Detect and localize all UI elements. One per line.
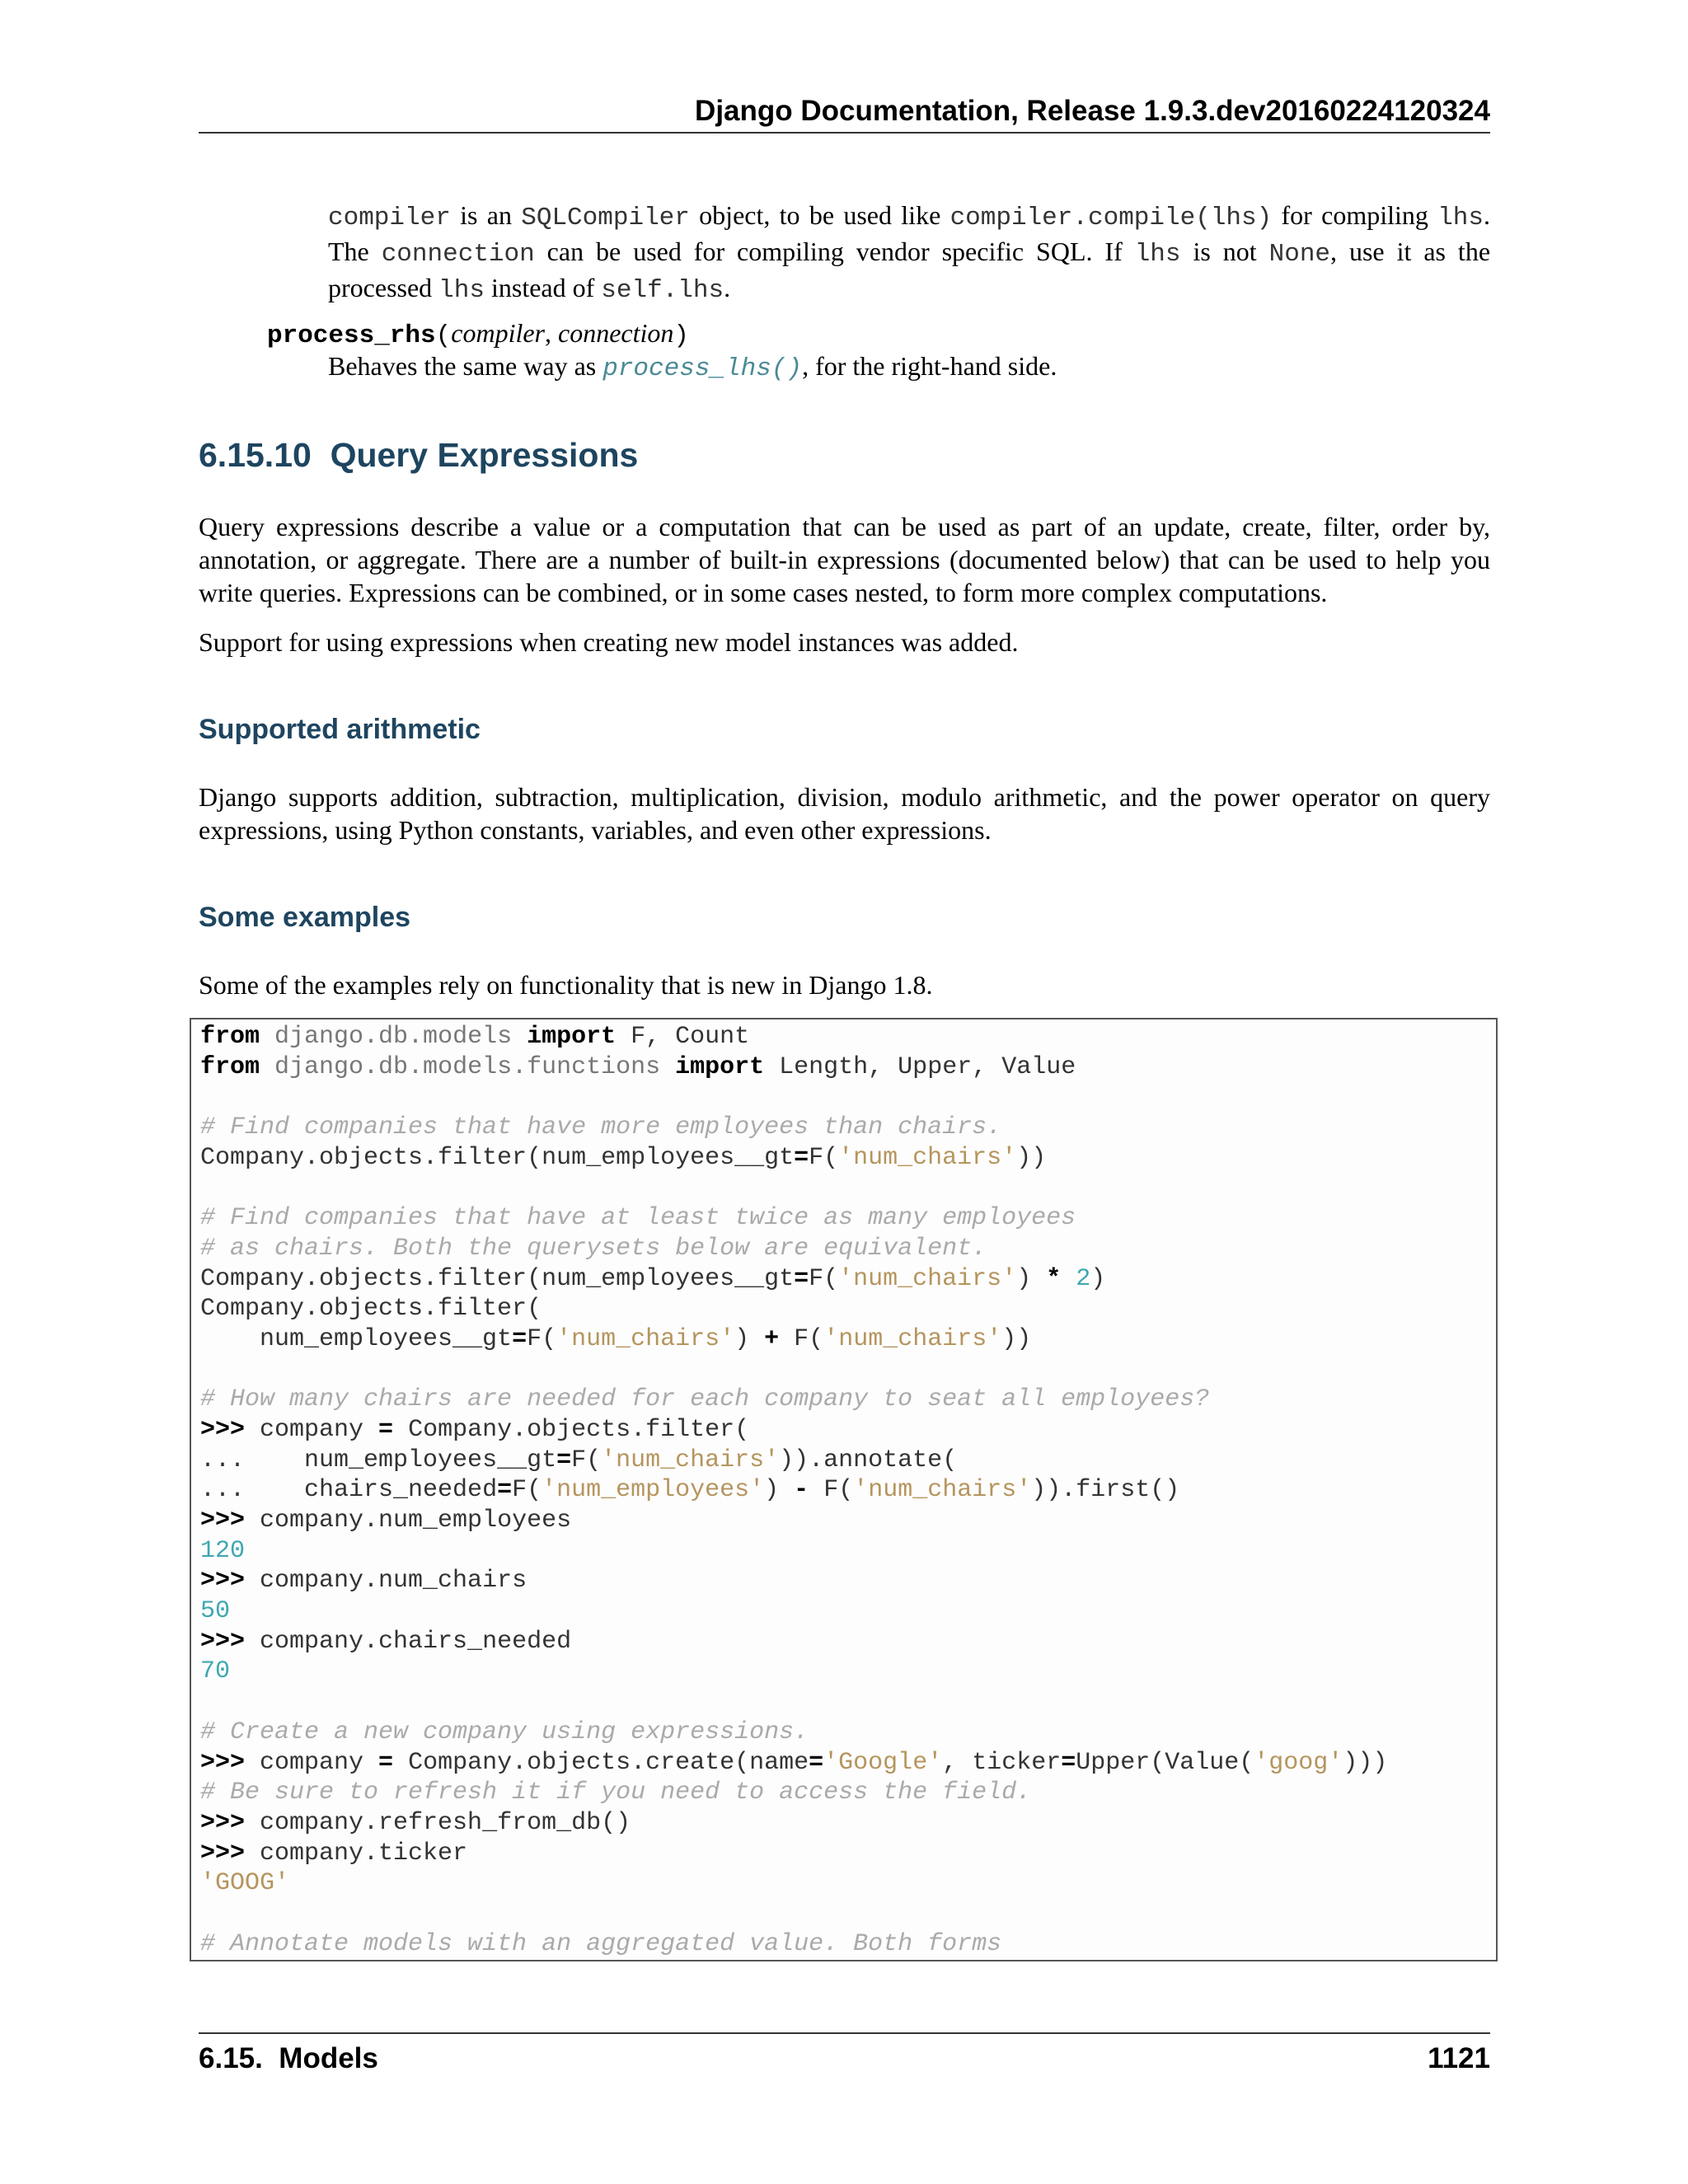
footer-rule <box>199 2032 1490 2034</box>
section-heading: 6.15.10 Query Expressions <box>199 436 639 474</box>
code-comment: # Find companies that have at least twice as many employees <box>200 1204 1076 1233</box>
code-comment: # Annotate models with an aggregated value. Both forms <box>200 1929 1002 1958</box>
compiler-description: compiler is an SQLCompiler object, to be used like compiler.compile(lhs) for compiling lhs. The connection can be used for compiling vendor specific SQL. If lhs is not None, use it as the processed lhs instead of self.lhs. <box>328 200 1491 305</box>
code-line: >>> company = Company.objects.create(name='Google', ticker=Upper(Value('goog'))) <box>200 1748 1388 1777</box>
code-lines <box>200 1022 1387 1959</box>
code-output: 70 <box>200 1657 231 1686</box>
supported-arithmetic-text: Django supports addition, subtraction, multiplication, division, modulo arithmetic, and the power operator on query expressions, using Python constants, variables, and even other expressions. <box>199 782 1490 845</box>
code-line <box>200 1082 1387 1113</box>
code-output: 50 <box>200 1597 231 1626</box>
code-line: >>> company.chairs_needed <box>200 1627 572 1656</box>
code-line <box>200 1173 1387 1203</box>
code-line: ... chairs_needed=F('num_employees') - F('num_chairs')).first() <box>200 1476 1180 1505</box>
code-line: from django.db.models import F, Count <box>200 1023 750 1051</box>
code-output: 120 <box>200 1536 246 1565</box>
code-line: from django.db.models.functions import Length, Upper, Value <box>200 1052 1076 1081</box>
code-line: ... num_employees__gt=F('num_chairs')).annotate( <box>200 1446 958 1474</box>
code-line: num_employees__gt=F('num_chairs') + F('num_chairs')) <box>200 1324 1032 1353</box>
code-line <box>200 1899 1387 1929</box>
code-output: 'GOOG' <box>200 1869 290 1898</box>
running-header: Django Documentation, Release 1.9.3.dev20160224120324 <box>199 92 1490 134</box>
some-examples-text: Some of the examples rely on functionality that is new in Django 1.8. <box>199 970 933 1000</box>
process-rhs-signature: process_rhs(compiler, connection) <box>267 318 689 350</box>
code-line: Company.objects.filter(num_employees__gt=F('num_chairs') * 2) <box>200 1264 1106 1293</box>
code-line: Company.objects.filter( <box>200 1295 542 1324</box>
code-line <box>200 1687 1387 1718</box>
code-line: >>> company.num_chairs <box>200 1567 528 1596</box>
supported-arithmetic-heading: Supported arithmetic <box>199 714 481 745</box>
code-line: >>> company.refresh_from_db() <box>200 1808 631 1837</box>
code-line: >>> company.ticker <box>200 1839 468 1868</box>
code-line <box>200 1355 1387 1385</box>
support-note: Support for using expressions when creating new model instances was added. <box>199 627 1019 657</box>
process-rhs-description: Behaves the same way as process_lhs(), for the right-hand side. <box>328 351 1057 383</box>
code-comment: # as chairs. Both the querysets below are equivalent. <box>200 1234 987 1263</box>
footer-section-title: 6.15. Models <box>199 2042 378 2074</box>
process-lhs-link[interactable]: process_lhs() <box>603 354 803 383</box>
page-number: 1121 <box>1428 2042 1490 2074</box>
code-comment: # Find companies that have more employees than chairs. <box>200 1113 1002 1142</box>
code-line: Company.objects.filter(num_employees__gt=F('num_chairs')) <box>200 1143 1047 1172</box>
some-examples-heading: Some examples <box>199 902 411 933</box>
query-expressions-intro: Query expressions describe a value or a computation that can be used as part of an update, create, filter, order by, annotation, or aggregate. There are a number of built-in expressions (documented below) that can be used to help you write queries. Expressions can be combined, or in some cases nested, to form more complex computations. <box>199 512 1490 607</box>
code-example-block <box>190 1018 1498 1961</box>
code-comment: # Be sure to refresh it if you need to access the field. <box>200 1779 1032 1807</box>
code-comment: # Create a new company using expressions. <box>200 1718 809 1746</box>
code-comment: # How many chairs are needed for each company to seat all employees? <box>200 1385 1210 1414</box>
code-line: >>> company = Company.objects.filter( <box>200 1415 750 1444</box>
code-line: >>> company.num_employees <box>200 1507 572 1535</box>
